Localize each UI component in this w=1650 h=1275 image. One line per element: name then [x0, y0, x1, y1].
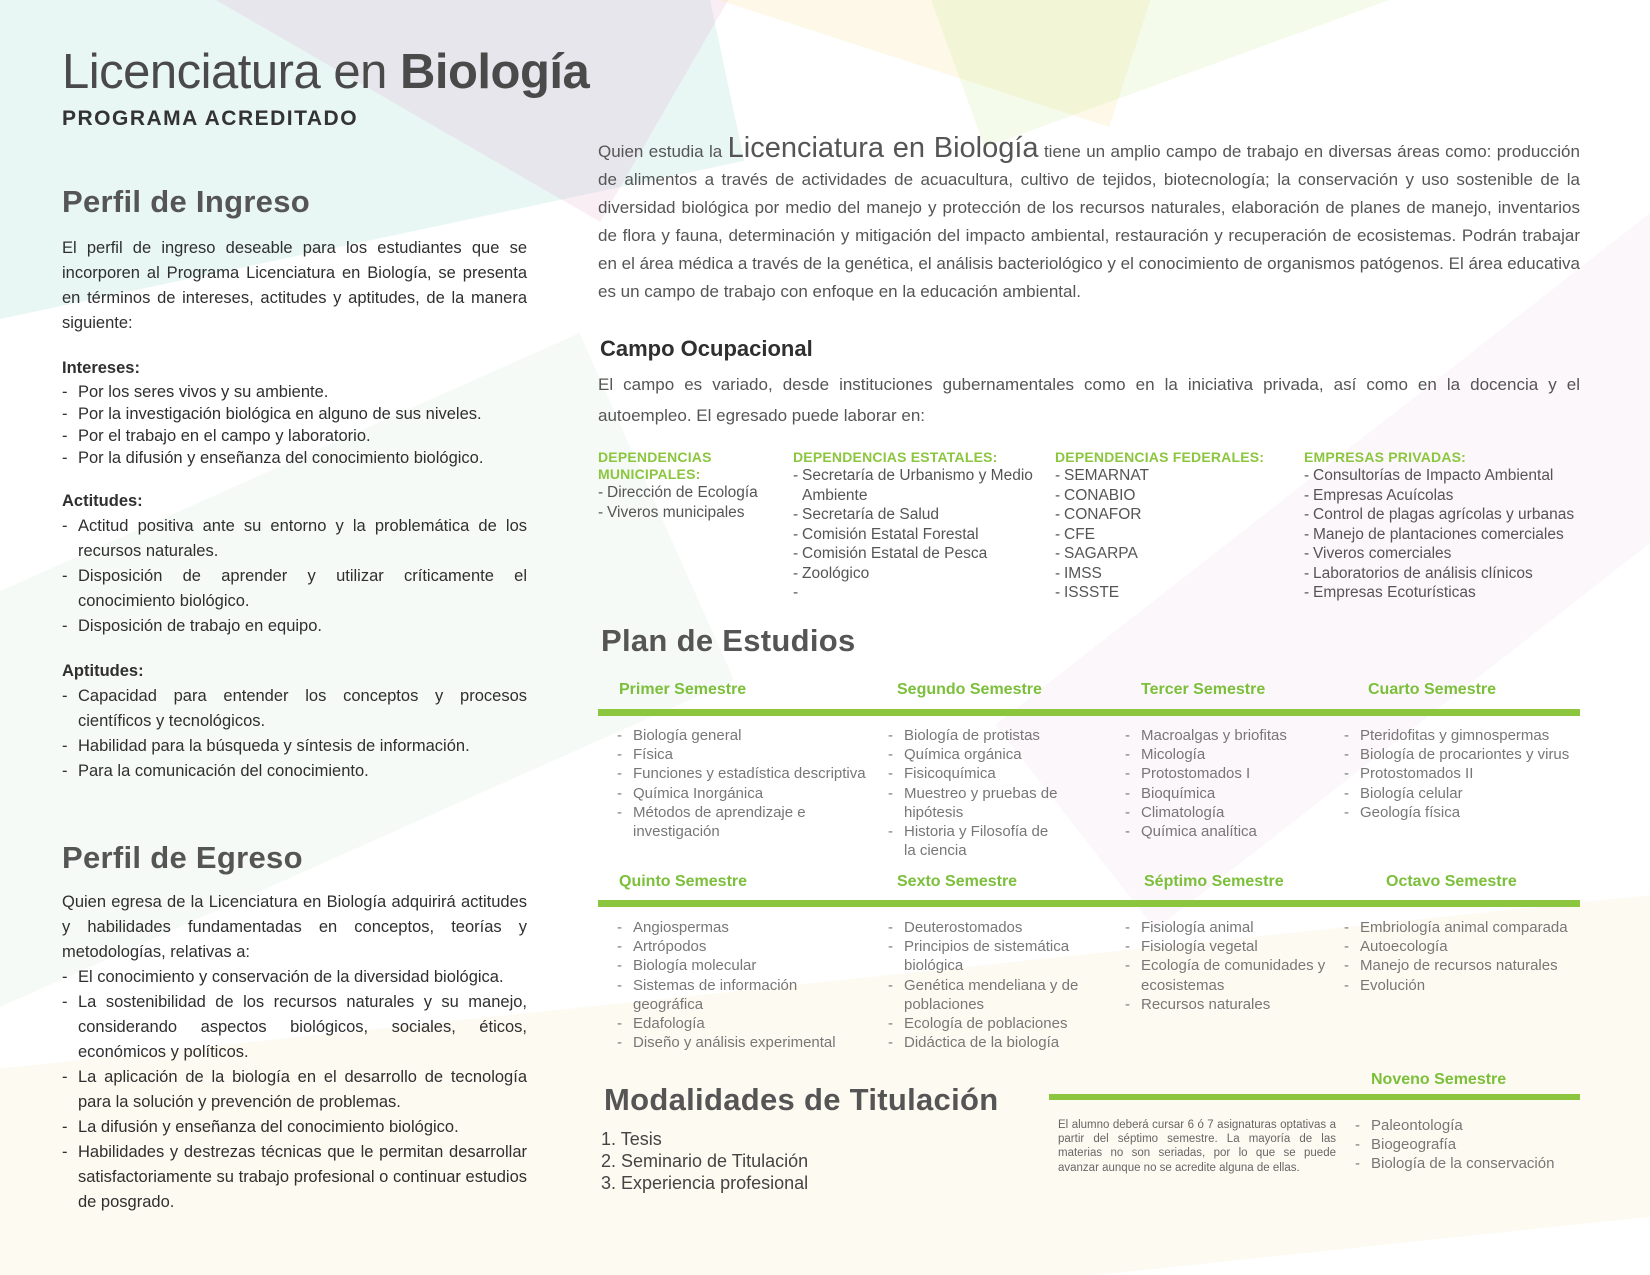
- semester-1-list: [617, 726, 872, 841]
- ingreso-intro: El perfil de ingreso deseable para los estudiantes que se incorporen al Programa Licenciatura en Biología, se presenta en términos de intereses, actitudes y aptitudes, de la manera siguiente:: [62, 239, 527, 332]
- list-item: - ISSSTE: [1055, 583, 1285, 603]
- egreso-list: [62, 965, 527, 1215]
- actitudes-list: [62, 514, 527, 639]
- list-item: - Micología: [1125, 745, 1325, 764]
- ingreso-heading: Perfil de Ingreso: [62, 184, 310, 219]
- list-item: - Biología de procariontes y virus: [1344, 745, 1584, 764]
- list-item: - Empresas Ecoturísticas: [1304, 583, 1594, 603]
- intro-text: tiene un amplio campo de trabajo en diversas áreas como: producción de alimentos a través de actividades de acuacultura, cultivo de tejidos, biotecnología; la conservación y uso sostenible de la diversidad biológica por medio del manejo y protección de los recursos naturales, elaboración de planes de manejo, inventarios de flora y fauna, determinación y mitigación del impacto ambiental, restauración y recuperación de ecosistemas. Podrán trabajar en el área médica a través de la genética, el análisis bacteriológico y el conocimiento de organismos patógenos. El área educativa es un campo de trabajo con enfoque en la educación ambiental.: [598, 142, 1580, 301]
- list-item: - Paleontología: [1355, 1116, 1575, 1135]
- list-item: - Para la comunicación del conocimiento.: [62, 759, 527, 784]
- list-item: - Física: [617, 745, 872, 764]
- list-item: - Ecología de comunidades y ecosistemas: [1125, 956, 1331, 994]
- intro-prefix: Quien estudia la: [598, 142, 723, 161]
- list-item: - Química orgánica: [888, 745, 1088, 764]
- page-title: [62, 44, 589, 100]
- list-item: - Manejo de plantaciones comerciales: [1304, 525, 1594, 545]
- semester-5-title: Quinto Semestre: [619, 873, 748, 890]
- list-item: - Química analítica: [1125, 822, 1325, 841]
- list-item: - Comisión Estatal de Pesca: [793, 544, 1033, 564]
- list-item: - Fisiología animal: [1125, 918, 1320, 937]
- list-item: - Empresas Acuícolas: [1304, 486, 1594, 506]
- list-item: - La aplicación de la biología en el desarrollo de tecnología para la solución y prevención de problemas.: [62, 1065, 527, 1115]
- list-item: - Biología de protistas: [888, 726, 1088, 745]
- campo-heading: Campo Ocupacional: [600, 336, 813, 361]
- list-item: - Ecología de poblaciones: [888, 1014, 1083, 1033]
- dep-federales: [1055, 449, 1285, 603]
- list-item: - Sistemas de información geográfica: [617, 976, 818, 1014]
- list-item: 2. Seminario de Titulación: [601, 1151, 809, 1171]
- list-item: - Geología física: [1344, 803, 1584, 822]
- list-item: - SAGARPA: [1055, 544, 1285, 564]
- list-item: - Evolución: [1344, 976, 1584, 995]
- list-item: - Pteridofitas y gimnospermas: [1344, 726, 1584, 745]
- page-title-light: Licenciatura en: [62, 45, 387, 99]
- egreso-section: [62, 890, 527, 1215]
- dep-estatales: [793, 449, 1033, 583]
- aptitudes-label: Aptitudes:: [62, 662, 144, 680]
- list-item: - Métodos de aprendizaje e investigación: [617, 803, 823, 841]
- list-item: - Principios de sistemática biológica: [888, 937, 1094, 975]
- list-item: - Fisiología vegetal: [1125, 937, 1320, 956]
- page-subtitle: PROGRAMA ACREDITADO: [62, 107, 359, 130]
- list-item: - CONABIO: [1055, 486, 1285, 506]
- list-item: - Comisión Estatal Forestal: [793, 525, 1033, 545]
- list-item: - Habilidades y destrezas técnicas que le permitan desarrollar satisfactoriamente su trabajo profesional o continuar estudios de posgrado.: [62, 1140, 527, 1215]
- semester-4-title: Cuarto Semestre: [1368, 681, 1497, 698]
- page-title-bold: Biología: [399, 45, 590, 99]
- semester-7-list: [1125, 918, 1326, 1014]
- semester-row-2-bar: [598, 900, 1580, 907]
- list-item: - Actitud positiva ante su entorno y la problemática de los recursos naturales.: [62, 514, 527, 564]
- list-item: - El conocimiento y conservación de la diversidad biológica.: [62, 965, 527, 990]
- semester-3-list: [1125, 726, 1325, 841]
- list-item: - Consultorías de Impacto Ambiental: [1304, 466, 1594, 486]
- titulacion-list: [601, 1128, 808, 1194]
- intereses-list: [62, 381, 527, 469]
- list-item: - Biología de la conservación: [1355, 1154, 1575, 1173]
- list-item: - IMSS: [1055, 564, 1285, 584]
- egreso-intro: Quien egresa de la Licenciatura en Biología adquirirá actitudes y habilidades fundamentadas en conceptos, teorías y metodologías, relativas a:: [62, 893, 527, 961]
- list-item: - Biología molecular: [617, 956, 857, 975]
- list-item: - La difusión y enseñanza del conocimiento biológico.: [62, 1115, 527, 1140]
- list-item: - Angiospermas: [617, 918, 857, 937]
- list-item: - Manejo de recursos naturales: [1344, 956, 1584, 975]
- list-item: - Biología celular: [1344, 784, 1584, 803]
- list-item: - Genética mendeliana y de poblaciones: [888, 976, 1094, 1014]
- empresas-privadas: [1304, 449, 1594, 603]
- list-item: - Viveros municipales: [598, 503, 773, 523]
- semester-7-title: Séptimo Semestre: [1144, 873, 1284, 890]
- dep-municipales-title: DEPENDENCIAS MUNICIPALES:: [598, 449, 712, 482]
- plan-heading: Plan de Estudios: [601, 623, 856, 658]
- aptitudes-list: [62, 684, 527, 784]
- list-item: - Bioquímica: [1125, 784, 1325, 803]
- list-item: - CONAFOR: [1055, 505, 1285, 525]
- list-item: - Deuterostomados: [888, 918, 1083, 937]
- dep-federales-title: DEPENDENCIAS FEDERALES:: [1055, 449, 1265, 465]
- semester-4-list: [1344, 726, 1584, 822]
- semester-row-1-bar: [598, 709, 1580, 716]
- list-item: - Habilidad para la búsqueda y síntesis de información.: [62, 734, 527, 759]
- intro-highlight: Licenciatura en Biología: [727, 132, 1039, 164]
- list-item: - Por la difusión y enseñanza del conocimiento biológico.: [62, 447, 527, 469]
- campo-text: El campo es variado, desde instituciones gubernamentales como en la iniciativa privada, así como en la docencia y el autoempleo. El egresado puede laborar en:: [598, 375, 1580, 425]
- intereses-label: Intereses:: [62, 359, 140, 377]
- list-item: - Secretaría de Salud: [793, 505, 1033, 525]
- semester-8-title: Octavo Semestre: [1386, 873, 1517, 890]
- list-item: - Disposición de trabajo en equipo.: [62, 614, 527, 639]
- list-item: - Artrópodos: [617, 937, 857, 956]
- dep-municipales: [598, 449, 773, 522]
- semester-5-list: [617, 918, 857, 1052]
- list-item: - Historia y Filosofía de la ciencia: [888, 822, 1054, 860]
- list-item: - Protostomados II: [1344, 764, 1584, 783]
- semester-9-title: Noveno Semestre: [1371, 1071, 1507, 1088]
- semester-3-title: Tercer Semestre: [1141, 681, 1266, 698]
- list-item: - Zoológico: [793, 564, 1033, 584]
- optativas-note: El alumno deberá cursar 6 ó 7 asignaturas optativas a partir del séptimo semestre. La mayoría de las materias no son seriadas, por lo que se puede avanzar aunque no se acredite alguna de ellas.: [1058, 1119, 1336, 1174]
- egreso-heading: Perfil de Egreso: [62, 840, 303, 875]
- list-item: - Biología general: [617, 726, 872, 745]
- semester-row-3-bar: [1049, 1094, 1580, 1100]
- list-item: - Laboratorios de análisis clínicos: [1304, 564, 1594, 584]
- list-item: - Por la investigación biológica en alguno de sus niveles.: [62, 403, 527, 425]
- list-item: - Dirección de Ecología: [598, 483, 773, 503]
- dep-estatales-title: DEPENDENCIAS ESTATALES:: [793, 449, 998, 465]
- list-item: - Biogeografía: [1355, 1135, 1575, 1154]
- list-item: - Muestreo y pruebas de hipótesis: [888, 784, 1084, 822]
- list-item: - Macroalgas y briofitas: [1125, 726, 1325, 745]
- list-item: - Control de plagas agrícolas y urbanas: [1304, 505, 1594, 525]
- list-item: - Funciones y estadística descriptiva: [617, 764, 872, 783]
- semester-8-list: [1344, 918, 1584, 995]
- list-item: - SEMARNAT: [1055, 466, 1285, 486]
- list-item: - Recursos naturales: [1125, 995, 1320, 1014]
- semester-2-list: [888, 726, 1088, 860]
- actitudes-label: Actitudes:: [62, 492, 143, 510]
- semester-2-title: Segundo Semestre: [897, 681, 1042, 698]
- list-item: - Edafología: [617, 1014, 857, 1033]
- list-item: - Climatología: [1125, 803, 1325, 822]
- list-item: - Fisicoquímica: [888, 764, 1088, 783]
- list-item: - Disposición de aprender y utilizar críticamente el conocimiento biológico.: [62, 564, 527, 614]
- semester-9-list: [1355, 1116, 1575, 1174]
- empresas-privadas-title: EMPRESAS PRIVADAS:: [1304, 449, 1467, 465]
- semester-6-title: Sexto Semestre: [897, 873, 1018, 890]
- semester-6-list: [888, 918, 1083, 1052]
- list-item: - Por el trabajo en el campo y laboratorio.: [62, 425, 527, 447]
- list-item: 3. Experiencia profesional: [601, 1173, 809, 1193]
- semester-1-title: Primer Semestre: [619, 681, 747, 698]
- list-item: - Didáctica de la biología: [888, 1033, 1083, 1052]
- list-item: - Autoecología: [1344, 937, 1584, 956]
- ingreso-section: [62, 236, 527, 784]
- list-item: - Protostomados I: [1125, 764, 1325, 783]
- list-item: - Embriología animal comparada: [1344, 918, 1584, 937]
- list-item: - La sostenibilidad de los recursos naturales y su manejo, considerando aspectos biológicos, sociales, éticos, económicos y políticos.: [62, 990, 527, 1065]
- list-item: - Viveros comerciales: [1304, 544, 1594, 564]
- list-item: - Secretaría de Urbanismo y Medio Ambiente: [793, 466, 1033, 505]
- list-item: - Capacidad para entender los conceptos y procesos científicos y tecnológicos.: [62, 684, 527, 734]
- titulacion-heading: Modalidades de Titulación: [604, 1082, 999, 1117]
- list-item: - CFE: [1055, 525, 1285, 545]
- list-item: - Por los seres vivos y su ambiente.: [62, 381, 527, 403]
- intro-paragraph: [598, 134, 1580, 306]
- list-item: 1. Tesis: [601, 1129, 662, 1149]
- list-item: - Diseño y análisis experimental: [617, 1033, 857, 1052]
- list-item: - Química Inorgánica: [617, 784, 872, 803]
